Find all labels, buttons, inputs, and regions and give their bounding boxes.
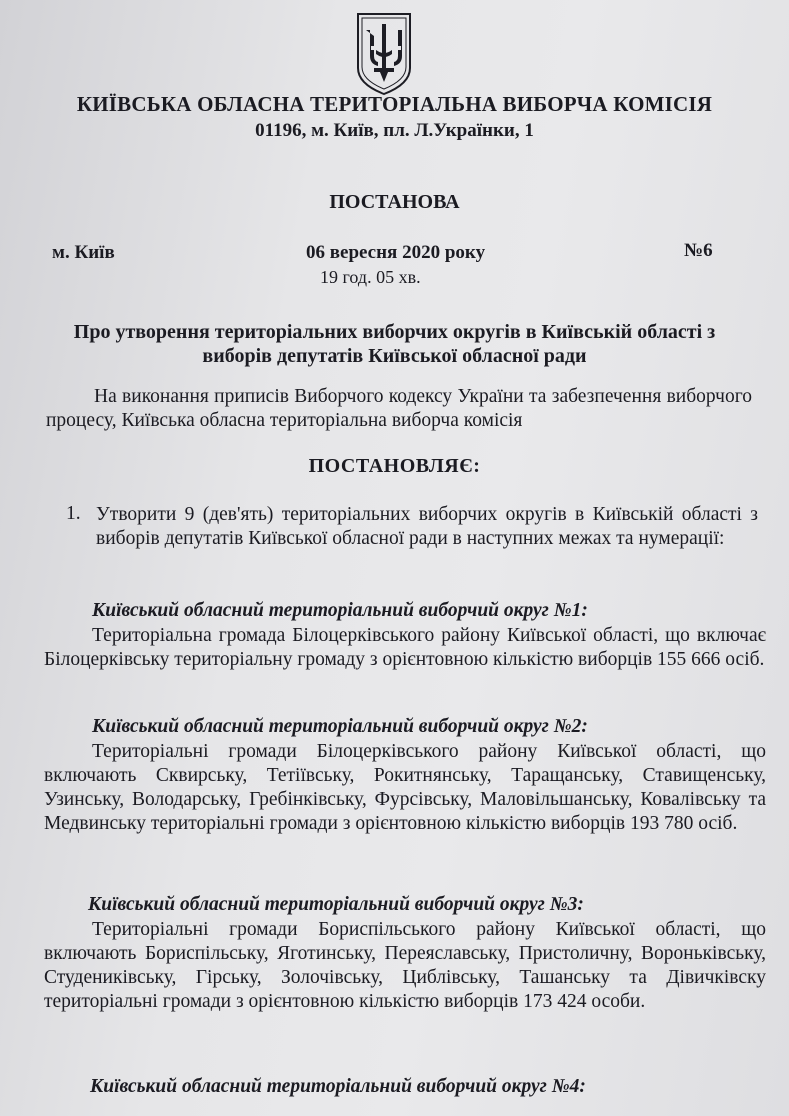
document-title-line: Про утворення територіальних виборчих округів в Київській області з <box>73 321 716 343</box>
document-date: 06 вересня 2020 року <box>306 242 486 263</box>
resolves-heading: ПОСТАНОВЛЯЄ: <box>308 455 481 477</box>
district-title: Київський обласний територіальний виборчий округ №2: <box>92 716 588 737</box>
district-title: Київський обласний територіальний виборчий округ №1: <box>92 600 588 621</box>
district-body: Територіальні громади Білоцерківського району Київської області, що включають Сквирську, Тетіївську, Рокитнянську, Таращанську, Ставищенську, Узинську, Володарську, Гребінківську, Фурсівську, Маловільшанську, Ковалівську та Медвинську територіальні громади з орієнтовною кількістю виборців 193 780 осіб. <box>44 741 766 834</box>
district-body: Територіальні громади Бориспільського району Київської області, що включають Бориспільську, Яготинську, Переяславську, Пристоличну, Вороньківську, Студениківську, Гірську, Золочівську, Циблівську, Ташанську та Дівичківску територіальні громади з орієнтовною кількістю виборців 173 424 особи. <box>44 919 766 1012</box>
document-title-line: виборів депутатів Київської обласної ради <box>202 345 587 367</box>
item-number: 1. <box>66 503 81 524</box>
document-title <box>0 320 789 368</box>
district-title: Київський обласний територіальний виборчий округ №4: <box>90 1076 586 1097</box>
document-time: 19 год. 05 хв. <box>320 267 421 287</box>
organization-address: 01196, м. Київ, пл. Л.Українки, 1 <box>255 120 534 141</box>
document-number: №6 <box>684 240 713 261</box>
document-place: м. Київ <box>52 242 115 263</box>
district-body: Територіальна громада Білоцерківського району Київської області, що включає Білоцерківську територіальну громаду з орієнтовною кількістю виборців 155 666 осіб. <box>44 625 766 670</box>
intro-paragraph: На виконання приписів Виборчого кодексу України та забезпечення виборчого процесу, Київська обласна територіальна виборча комісія <box>46 386 752 431</box>
document-type: ПОСТАНОВА <box>329 191 460 213</box>
district-title: Київський обласний територіальний виборчий округ №3: <box>88 894 584 915</box>
organization-name: КИЇВСЬКА ОБЛАСНА ТЕРИТОРІАЛЬНА ВИБОРЧА КОМІСІЯ <box>76 92 713 116</box>
coat-of-arms-icon <box>352 10 416 96</box>
item-text: Утворити 9 (дев'ять) територіальних виборчих округів в Київській області з виборів депутатів Київської обласної ради в наступних межах та нумерації: <box>96 504 758 549</box>
